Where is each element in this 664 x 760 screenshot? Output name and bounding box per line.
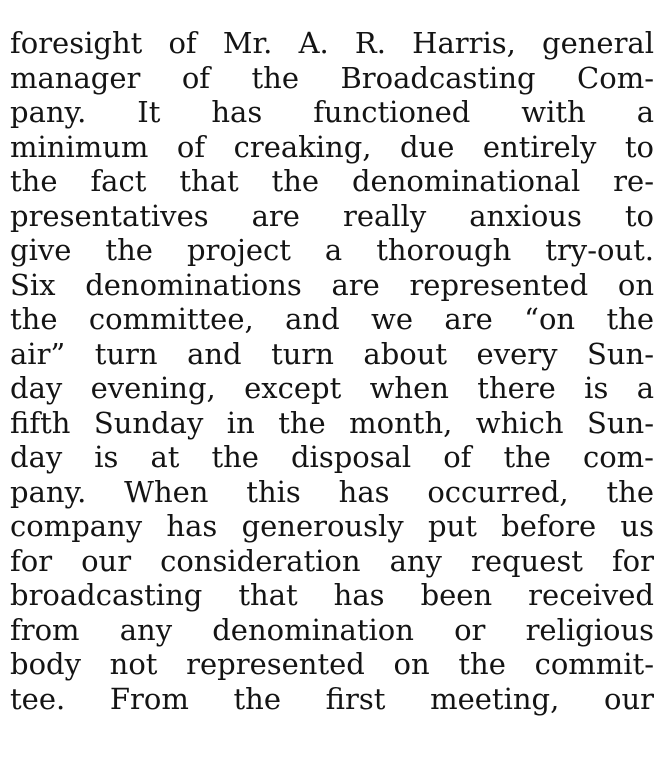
text-line: day is at the disposal of the com-	[10, 440, 654, 474]
text-line: for our consideration any request for	[10, 543, 654, 578]
text-line: manager of the Broadcasting Com-	[10, 60, 654, 95]
text-line: minimum of creaking, due entirely to	[10, 129, 654, 164]
text-line: the fact that the denominational re-	[10, 164, 654, 198]
text-line: fifth Sunday in the month, which Sun-	[10, 405, 654, 440]
text-line: the committee, and we are “on the	[10, 302, 654, 336]
text-line: pany. When this has occurred, the	[10, 474, 654, 509]
text-line: foresight of Mr. A. R. Harris, general	[10, 26, 654, 60]
article-text-column	[10, 26, 654, 716]
text-line: air” turn and turn about every Sun-	[10, 336, 654, 371]
text-line: give the project a thorough try-out.	[10, 233, 654, 267]
text-line: broadcasting that has been received	[10, 578, 654, 612]
text-line: from any denomination or religious	[10, 612, 654, 647]
text-line: pany. It has functioned with a	[10, 95, 654, 129]
text-line: tee. From the first meeting, our	[10, 681, 654, 716]
text-line: presentatives are really anxious to	[10, 198, 654, 233]
text-line: company has generously put before us	[10, 509, 654, 543]
text-line: Six denominations are represented on	[10, 267, 654, 302]
text-line: body not represented on the commit-	[10, 647, 654, 681]
text-line: day evening, except when there is a	[10, 371, 654, 405]
